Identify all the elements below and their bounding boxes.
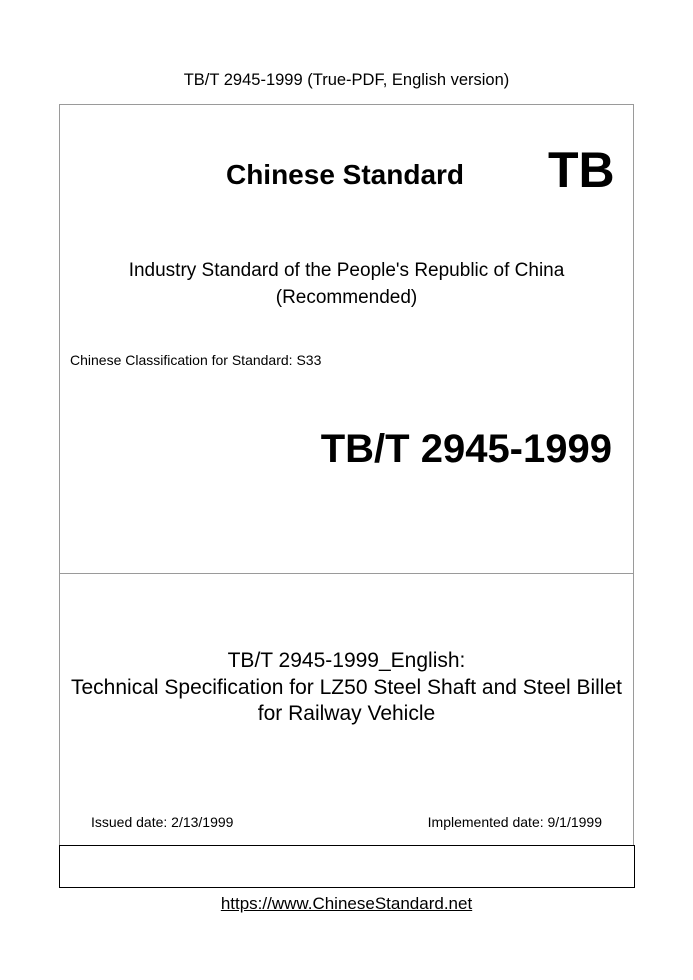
website-link-container bbox=[0, 893, 693, 915]
cover-heading: Chinese Standard bbox=[225, 159, 465, 190]
implemented-date: Implemented date: 9/1/1999 bbox=[427, 814, 602, 830]
website-link[interactable]: https://www.ChineseStandard.net bbox=[220, 894, 473, 913]
standard-number: TB/T 2945-1999 bbox=[320, 427, 612, 471]
code-mark: TB bbox=[548, 142, 615, 198]
document-title-line-1: TB/T 2945-1999_English: bbox=[227, 649, 466, 672]
issued-date: Issued date: 2/13/1999 bbox=[91, 814, 234, 830]
classification-text: Chinese Classification for Standard: S33 bbox=[70, 352, 322, 368]
industry-standard-line: Industry Standard of the People's Republic of China bbox=[128, 260, 565, 281]
document-title-line-2: Technical Specification for LZ50 Steel Shaft and Steel Billet bbox=[71, 676, 622, 699]
footer-box bbox=[59, 845, 635, 888]
document-header: TB/T 2945-1999 (True-PDF, English version) bbox=[183, 71, 510, 89]
recommended-label: (Recommended) bbox=[275, 287, 418, 308]
document-title-line-3: for Railway Vehicle bbox=[257, 702, 436, 725]
